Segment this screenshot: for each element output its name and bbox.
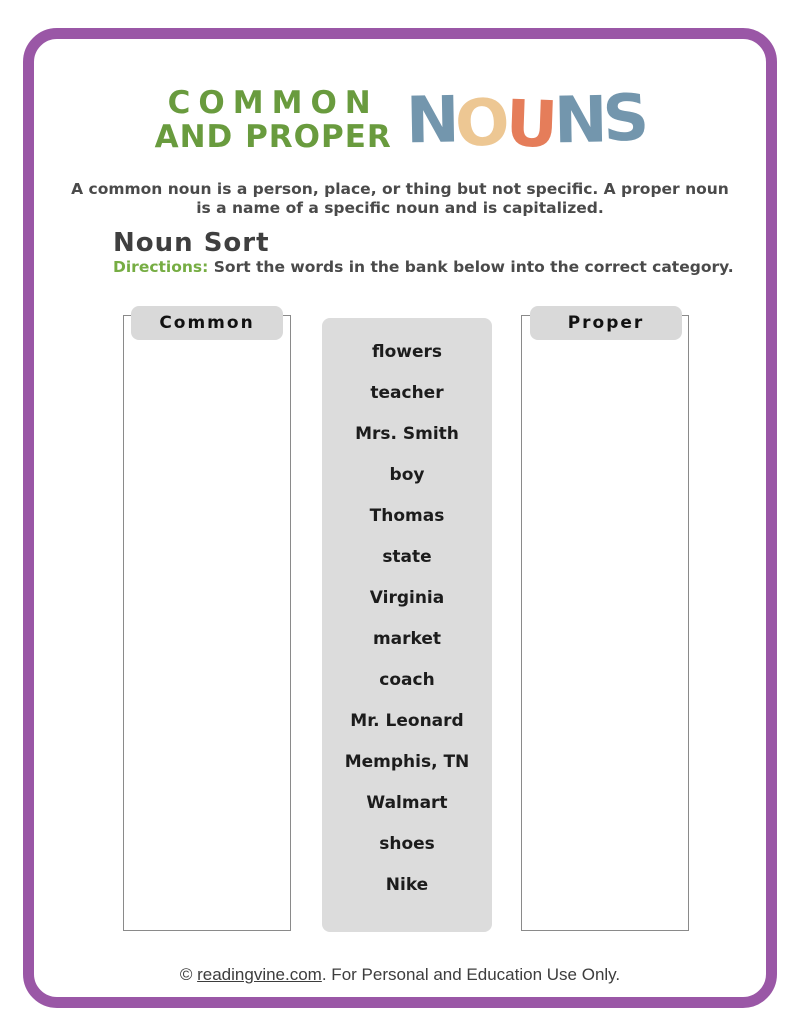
title-line-common: COMMON (167, 85, 379, 121)
word-bank-item: teacher (370, 382, 444, 403)
definition-line2: is a name of a specific noun and is capitalized. (196, 199, 604, 218)
word-bank-item: Mrs. Smith (355, 423, 459, 444)
definition-line1: A common noun is a person, place, or thing but not specific. A proper noun (71, 180, 729, 198)
word-bank-item: market (372, 628, 442, 649)
nouns-letter: O (453, 84, 509, 163)
word-bank-item: state (382, 546, 432, 567)
word-bank-item: coach (379, 669, 435, 690)
readingvine-link[interactable]: readingvine.com (197, 965, 322, 984)
word-bank-item: Memphis, TN (344, 751, 470, 772)
footer-copyright (0, 965, 800, 985)
nouns-letter: N (405, 83, 456, 158)
title-line-and-proper: AND PROPER (154, 119, 392, 155)
title-common-and-proper (154, 85, 392, 155)
word-bank-item: Mr. Leonard (350, 710, 464, 731)
worksheet-header (0, 80, 800, 163)
proper-answer-box[interactable] (521, 315, 689, 931)
nouns-letter: N (553, 83, 604, 158)
nouns-letter: S (601, 80, 648, 157)
directions-text (113, 258, 734, 276)
word-bank (322, 318, 492, 932)
word-bank-item: Walmart (366, 792, 448, 813)
directions-label: Directions: (113, 258, 209, 276)
word-bank-item: Virginia (369, 587, 445, 608)
word-bank-item: Thomas (369, 505, 445, 526)
proper-column-header: Proper (530, 306, 682, 340)
word-bank-item: shoes (379, 833, 435, 854)
definition-text (0, 180, 800, 219)
nouns-letter: U (504, 86, 555, 163)
directions-body: Sort the words in the bank below into the correct category. (208, 258, 734, 276)
footer-suffix: . For Personal and Education Use Only. (321, 965, 621, 984)
common-answer-box[interactable] (123, 315, 291, 931)
word-bank-item: Nike (385, 874, 429, 895)
word-bank-item: flowers (371, 341, 443, 362)
activity-heading: Noun Sort (113, 228, 270, 258)
word-bank-item: boy (389, 464, 425, 485)
title-nouns (405, 80, 648, 163)
common-column-header: Common (131, 306, 283, 340)
copyright-symbol: © (179, 965, 198, 984)
